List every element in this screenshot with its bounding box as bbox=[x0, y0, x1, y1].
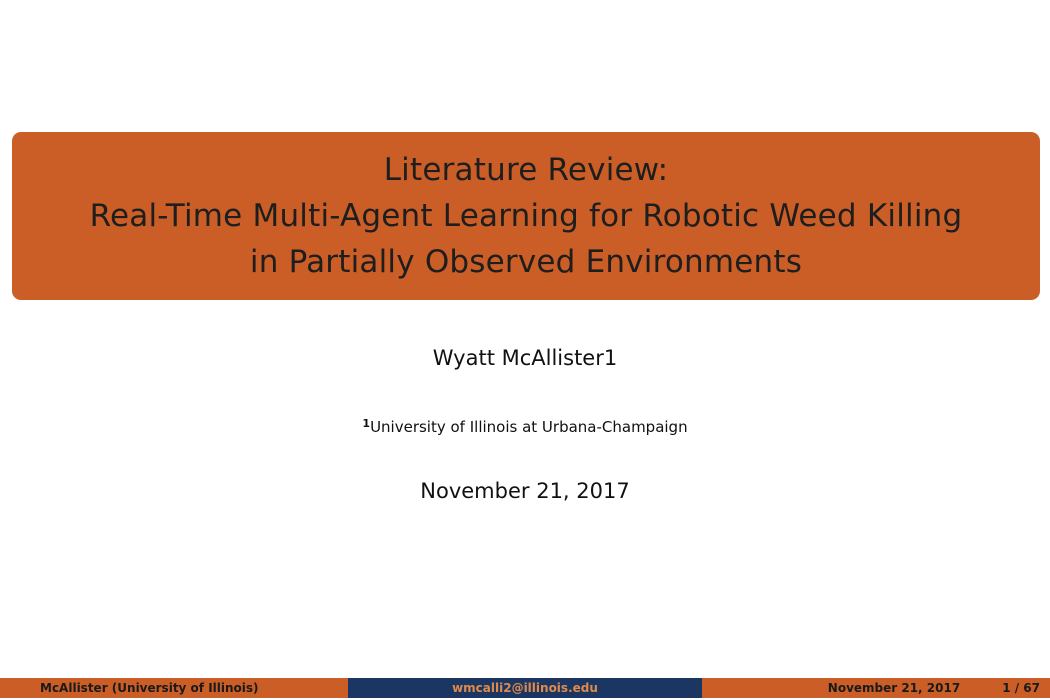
footer-page-number: 1 / 67 bbox=[1002, 681, 1040, 695]
affiliation bbox=[0, 417, 1050, 436]
footer-right bbox=[702, 678, 1050, 698]
affiliation-text: University of Illinois at Urbana-Champaign bbox=[370, 418, 688, 436]
title-line-3: in Partially Observed Environments bbox=[249, 244, 803, 280]
footer-bar bbox=[0, 678, 1050, 698]
title-line-1: Literature Review: bbox=[383, 152, 669, 188]
footer-email: wmcalli2@illinois.edu bbox=[348, 678, 702, 698]
footer-date: November 21, 2017 bbox=[827, 681, 961, 695]
footer-author: McAllister (University of Illinois) bbox=[0, 678, 348, 698]
title-line-2: Real-Time Multi-Agent Learning for Robotic Weed Killing bbox=[89, 198, 963, 234]
presentation-date: November 21, 2017 bbox=[420, 479, 630, 503]
author-name: Wyatt McAllister1 bbox=[432, 346, 618, 370]
affiliation-marker: 1 bbox=[362, 417, 371, 430]
title-block bbox=[12, 132, 1040, 300]
